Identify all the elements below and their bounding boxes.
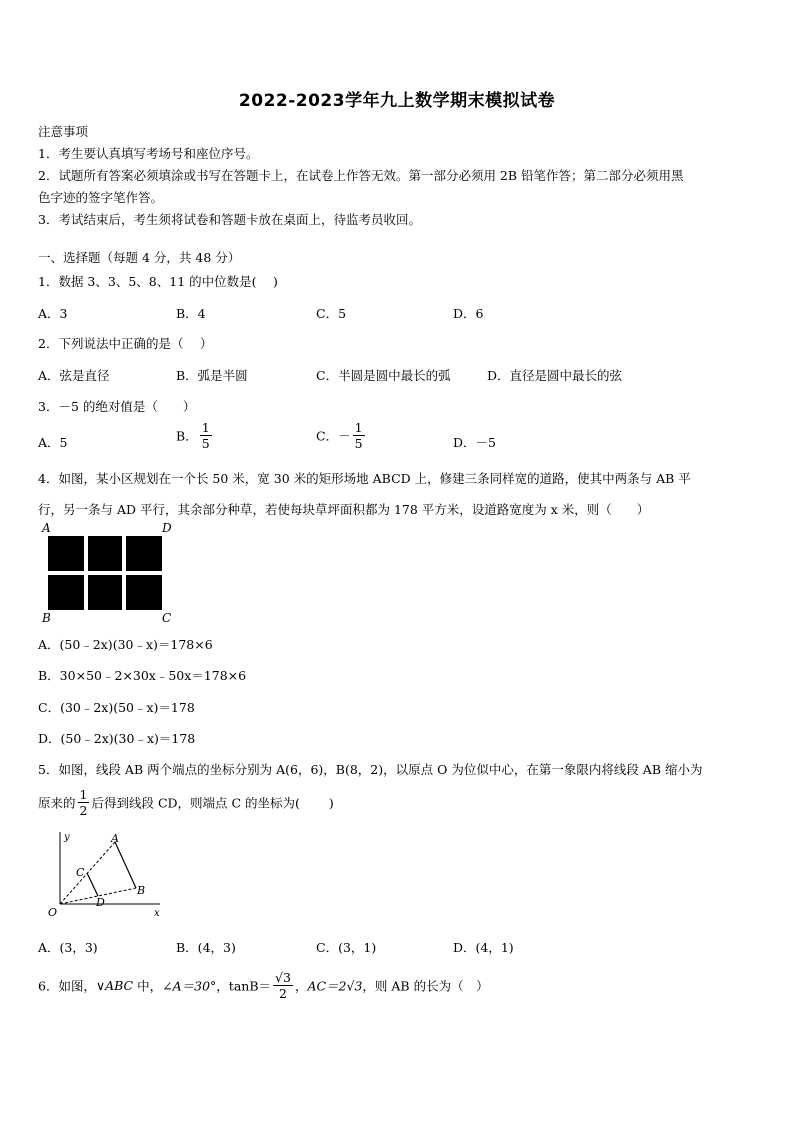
q6-ac: AC＝2√3 (307, 978, 363, 994)
q5-option-b: B．(4，3) (176, 940, 236, 955)
question-1-stem: 1．数据 3、3、5、8、11 的中位数是( ) (38, 274, 278, 289)
label-b: B (42, 611, 51, 625)
q5-option-d: D．(4，1) (453, 940, 514, 955)
q6-mid3: ， (294, 978, 308, 994)
q3-option-c (316, 420, 367, 451)
denominator: 5 (354, 436, 363, 451)
q5-stem-post: 后得到线段 CD，则端点 C 的坐标为( ) (91, 795, 334, 811)
q3-option-d: D．－5 (453, 435, 496, 450)
label-o: O (48, 906, 58, 919)
q4-rectangle-figure (38, 520, 178, 628)
notice-item: 1．考生要认真填写考场号和座位序号。 (38, 146, 259, 161)
q5-option-a: A．(3，3) (38, 940, 98, 955)
question-2-stem: 2．下列说法中正确的是（ ） (38, 336, 213, 351)
q3-option-a: A．5 (38, 435, 68, 450)
q1-option-a: A．3 (38, 306, 68, 321)
denominator: 2 (79, 803, 88, 818)
section-heading: 一、选择题（每题 4 分，共 48 分） (38, 250, 241, 265)
q1-option-d: D．6 (453, 306, 484, 321)
q2-option-b: B．弧是半圆 (176, 368, 248, 383)
notice-heading: 注意事项 (38, 124, 89, 139)
road-horizontal (48, 571, 162, 575)
q5-option-c: C．(3，1) (316, 940, 377, 955)
q3-option-b-label: B． (176, 428, 198, 444)
label-a: A (42, 521, 51, 535)
denominator: 2 (279, 986, 287, 1001)
page-title: 2022-2023学年九上数学期末模拟试卷 (238, 91, 556, 111)
q4-option-b: B．30×50﹣2×30x﹣50x＝178×6 (38, 668, 247, 683)
question-6-stem (38, 970, 489, 1001)
q4-option-c: C．(30﹣2x)(50﹣x)＝178 (38, 700, 195, 715)
q1-option-b: B．4 (176, 306, 206, 321)
question-5-stem-line-1: 5．如图，线段 AB 两个端点的坐标分别为 A(6，6)，B(8，2)，以原点 O 为位似中心，在第一象限内将线段 AB 缩小为 (38, 762, 703, 777)
q6-pre: 6．如图， (38, 978, 96, 994)
q6-triangle: ∨ABC (95, 978, 134, 993)
label-a: A (111, 832, 119, 845)
notice-item: 2．试题所有答案必须填涂或书写在答题卡上，在试卷上作答无效。第一部分必须用 2B 铅笔作答；第二部分必须用黑 (38, 168, 684, 183)
q6-angle: ∠A＝30° (162, 978, 217, 994)
q2-option-c: C．半圆是圆中最长的弧 (316, 368, 451, 383)
label-c: C (76, 866, 85, 879)
label-x: x (154, 908, 160, 919)
numerator: 1 (354, 420, 363, 435)
numerator: 1 (79, 787, 88, 802)
question-4-stem-line-1: 4．如图，某小区规划在一个长 50 米，宽 30 米的矩形场地 ABCD 上，修建三条同样宽的道路，使其中两条与 AB 平 (38, 471, 691, 486)
q6-post: ，则 AB 的长为（ ） (362, 978, 489, 994)
q2-option-a: A．弦是直径 (38, 368, 110, 383)
label-d: D (96, 896, 105, 909)
fraction (78, 787, 90, 818)
q5-coordinate-figure (38, 828, 168, 920)
question-5-stem-line-2 (38, 787, 334, 818)
q1-option-c: C．5 (316, 306, 347, 321)
segment-ab (115, 842, 136, 888)
q5-stem-pre: 原来的 (38, 795, 76, 811)
q2-option-d: D．直径是圆中最长的弦 (487, 368, 623, 383)
denominator: 5 (201, 436, 210, 451)
notice-item: 3．考试结束后，考生须将试卷和答题卡放在桌面上，待监考员收回。 (38, 212, 421, 227)
q4-option-d: D．(50﹣2x)(30﹣x)＝178 (38, 731, 196, 746)
label-b: B (137, 884, 146, 897)
question-3-stem: 3．－5 的绝对值是（ ） (38, 399, 196, 414)
numerator: √3 (275, 970, 291, 985)
label-y: y (64, 832, 70, 843)
q6-mid1: 中， (133, 978, 163, 994)
q6-tan: tanB＝ (228, 978, 272, 994)
fraction (273, 970, 293, 1001)
q4-option-a: A．(50﹣2x)(30﹣x)＝178×6 (38, 637, 213, 652)
question-4-stem-line-2: 行，另一条与 AD 平行，其余部分种草，若使每块草坪面积都为 178 平方米，设道路宽度为 x 米，则（ ） (38, 502, 650, 517)
fraction (353, 420, 365, 451)
numerator: 1 (201, 420, 210, 435)
label-d: D (162, 521, 172, 535)
q3-option-b (176, 420, 214, 451)
fraction (200, 420, 212, 451)
q6-mid2: ， (216, 978, 229, 994)
notice-item: 色字迹的签字笔作答。 (38, 190, 164, 205)
q3-option-c-label: C．－ (316, 428, 351, 444)
label-c: C (162, 611, 172, 625)
segment-cd (87, 873, 98, 896)
